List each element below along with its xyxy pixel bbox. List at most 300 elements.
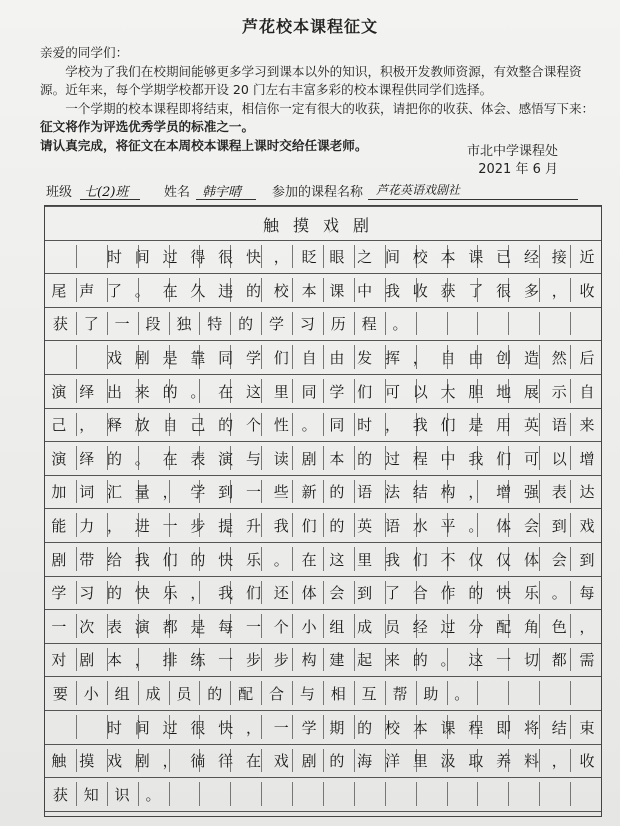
essay-line <box>45 409 601 441</box>
page-title: 芦花校本课程征文 <box>241 17 378 36</box>
essay-char: 我 <box>218 584 234 603</box>
essay-char: 我 <box>468 449 484 468</box>
essay-char: 在 <box>301 550 317 569</box>
course-label: 参加的课程名称 <box>272 185 364 200</box>
essay-char: 的 <box>106 449 122 468</box>
essay-char: 由 <box>468 348 484 367</box>
essay-char: 带 <box>79 550 95 569</box>
essay-char: 们 <box>357 382 373 401</box>
essay-char: 自 <box>440 348 456 367</box>
essay-char: 获 <box>440 281 456 300</box>
essay-char: 获 <box>52 315 68 334</box>
essay-char: 成 <box>145 684 161 703</box>
essay-char: 结 <box>412 483 428 502</box>
essay-char: 演 <box>51 382 67 401</box>
essay-char: 。 <box>134 449 150 468</box>
essay-char: 同 <box>218 348 234 367</box>
essay-char: 独 <box>176 315 192 334</box>
essay-line <box>45 543 601 575</box>
essay-char: 演 <box>218 449 234 468</box>
essay-line <box>45 610 601 642</box>
essay-char: 相 <box>330 684 346 703</box>
essay-line <box>45 442 601 474</box>
essay-char: 作 <box>440 584 456 603</box>
essay-char: 了 <box>106 281 122 300</box>
essay-char: 程 <box>412 449 428 468</box>
essay-char: 得 <box>190 248 206 267</box>
essay-char: 养 <box>496 752 512 771</box>
essay-char: 步 <box>273 651 289 670</box>
essay-char: 与 <box>245 449 261 468</box>
essay-char: 。 <box>468 516 484 535</box>
essay-empty-cell <box>45 711 73 743</box>
essay-char: 时 <box>357 416 373 435</box>
essay-char: 我 <box>384 550 400 569</box>
essay-char: 校 <box>273 281 289 300</box>
essay-char: 小 <box>301 617 317 636</box>
essay-char: 增 <box>579 449 595 468</box>
essay-line <box>45 476 601 508</box>
essay-char: ， <box>134 651 150 670</box>
essay-char: 剧 <box>51 550 67 569</box>
essay-char: ， <box>551 281 567 300</box>
essay-char: 戏 <box>273 752 289 771</box>
essay-char: 过 <box>384 449 400 468</box>
essay-char: 剧 <box>301 752 317 771</box>
essay-char: 收 <box>579 281 595 300</box>
essay-char: 剧 <box>301 449 317 468</box>
essay-char: 声 <box>79 281 95 300</box>
essay-char: 们 <box>301 516 317 535</box>
essay-char: 表 <box>551 483 567 502</box>
essay-char: 历 <box>330 315 346 334</box>
essay-char: 每 <box>579 584 595 603</box>
essay-char: 摸 <box>79 752 95 771</box>
essay-char: 。 <box>440 651 456 670</box>
name-value: 韩宇晴 <box>202 185 242 200</box>
essay-char: 收 <box>412 281 428 300</box>
essay-char: 课 <box>329 281 345 300</box>
essay-char: 学 <box>51 584 67 603</box>
essay-char: 组 <box>329 617 345 636</box>
essay-char: 在 <box>162 281 178 300</box>
essay-char: 知 <box>83 785 99 804</box>
course-value: 芦花英语戏剧社 <box>376 183 461 197</box>
essay-char: 可 <box>384 382 400 401</box>
essay-char: 法 <box>384 483 400 502</box>
essay-char: 的 <box>468 584 484 603</box>
essay-char: 创 <box>496 348 512 367</box>
essay-char: ， <box>190 584 206 603</box>
essay-empty-cell <box>45 241 73 273</box>
essay-char: 时 <box>106 718 122 737</box>
essay-char: 地 <box>496 382 512 401</box>
greeting: 亲爱的同学们： <box>40 45 129 60</box>
essay-char: ， <box>106 516 122 535</box>
notice-paragraph-3: 请认真完成，将征文在本周校本课程上课时交给任课老师。 <box>40 137 368 153</box>
essay-char: 识 <box>114 785 130 804</box>
essay-line <box>45 778 601 810</box>
essay-char: 是 <box>162 348 178 367</box>
essay-char: 过 <box>162 718 178 737</box>
essay-char: 提 <box>218 516 234 535</box>
essay-char: 小 <box>83 684 99 703</box>
essay-line <box>45 644 601 676</box>
essay-char: 示 <box>551 382 567 401</box>
essay-char: 。 <box>273 550 289 569</box>
essay-char: 进 <box>134 516 150 535</box>
essay-char: 课 <box>440 718 456 737</box>
essay-char: 排 <box>162 651 178 670</box>
date: 2021 年 6 月 <box>478 162 558 177</box>
essay-char: 帮 <box>392 684 408 703</box>
essay-title-row <box>45 208 601 240</box>
essay-line <box>45 745 601 777</box>
essay-char: 的 <box>162 382 178 401</box>
essay-char: 演 <box>134 617 150 636</box>
essay-char: 演 <box>51 449 67 468</box>
essay-char: 里 <box>357 550 373 569</box>
essay-char: 每 <box>218 617 234 636</box>
notice-paragraph-2-text: 一个学期的校本课程即将结束，相信你一定有很大的收获，请把你的收获、体会、感悟写下来： <box>65 100 595 116</box>
essay-char: 时 <box>106 248 122 267</box>
essay-char: 已 <box>496 248 512 267</box>
essay-char: 到 <box>357 584 373 603</box>
essay-char: 过 <box>162 248 178 267</box>
essay-char: 戏 <box>579 516 595 535</box>
essay-char: 会 <box>551 550 567 569</box>
essay-char: 个 <box>245 416 261 435</box>
essay-char: 的 <box>218 416 234 435</box>
essay-char: 一 <box>114 315 130 334</box>
essay-char: 释 <box>106 416 122 435</box>
essay-char: 对 <box>51 651 67 670</box>
essay-char: 到 <box>551 516 567 535</box>
essay-char: 们 <box>162 550 178 569</box>
essay-char: 我 <box>273 516 289 535</box>
essay-char: 校 <box>412 248 428 267</box>
class-label: 班级 <box>46 185 73 200</box>
essay-char: 力 <box>79 516 95 535</box>
essay-char: 。 <box>190 382 206 401</box>
essay-char: 会 <box>329 584 345 603</box>
essay-char: 一 <box>51 617 67 636</box>
essay-char: 需 <box>579 651 595 670</box>
essay-char: 组 <box>114 684 130 703</box>
essay-char: 到 <box>218 483 234 502</box>
essay-char: 我 <box>134 550 150 569</box>
essay-char: 剧 <box>79 651 95 670</box>
essay-char: 词 <box>79 483 95 502</box>
essay-char: 会 <box>523 516 539 535</box>
essay-char: 束 <box>579 718 595 737</box>
essay-char: 。 <box>134 281 150 300</box>
essay-char: 要 <box>52 684 68 703</box>
essay-char: 徜 <box>190 752 206 771</box>
essay-char: 戏 <box>106 348 122 367</box>
essay-char: 我 <box>412 416 428 435</box>
name-underline <box>196 199 256 200</box>
essay-char: 由 <box>329 348 345 367</box>
essay-char: 己 <box>190 416 206 435</box>
essay-char: 放 <box>134 416 150 435</box>
essay-char: 与 <box>299 684 315 703</box>
signature: 市北中学课程处 <box>466 144 558 159</box>
essay-char: 配 <box>238 684 254 703</box>
essay-char: 违 <box>218 281 234 300</box>
class-value: 七(2)班 <box>84 185 129 200</box>
essay-char: 的 <box>412 651 428 670</box>
essay-char: 英 <box>523 416 539 435</box>
essay-empty-cell <box>45 341 73 373</box>
essay-char: 了 <box>83 315 99 334</box>
essay-char: 在 <box>245 752 261 771</box>
notice-paragraph-2 <box>40 100 600 137</box>
essay-char: 步 <box>190 516 206 535</box>
essay-char: 一 <box>218 651 234 670</box>
essay-char: 很 <box>496 281 512 300</box>
essay-char: 结 <box>551 718 567 737</box>
essay-char: 。 <box>454 684 470 703</box>
essay-char: 快 <box>496 584 512 603</box>
essay-char: 量 <box>134 483 150 502</box>
notice-emphasis: 征文将作为评选优秀学员的标准之一。 <box>40 119 255 134</box>
essay-char: 员 <box>384 617 400 636</box>
essay-char: 乐 <box>245 550 261 569</box>
essay-char: 习 <box>299 315 315 334</box>
essay-char: 本 <box>440 248 456 267</box>
essay-char: 们 <box>273 348 289 367</box>
essay-char: 学 <box>269 315 285 334</box>
essay-char: 剧 <box>134 752 150 771</box>
essay-empty-cell <box>73 341 101 373</box>
essay-char: ， <box>162 752 178 771</box>
essay-char: 一 <box>245 617 261 636</box>
essay-char: 。 <box>301 416 317 435</box>
essay-char: 以 <box>412 382 428 401</box>
essay-char: 眨 <box>301 248 317 267</box>
essay-char: ， <box>273 248 289 267</box>
grid-hline <box>45 206 601 207</box>
essay-line <box>45 308 601 340</box>
essay-empty-cell <box>73 711 101 743</box>
essay-char: 的 <box>190 550 206 569</box>
essay-char: 徉 <box>218 752 234 771</box>
essay-char: 触 <box>51 752 67 771</box>
essay-char: 学 <box>190 483 206 502</box>
essay-char: 用 <box>496 416 512 435</box>
essay-char: 然 <box>551 348 567 367</box>
essay-char: 。 <box>145 785 161 804</box>
essay-char: 这 <box>245 382 261 401</box>
essay-char: 色 <box>551 617 567 636</box>
essay-char: 料 <box>523 752 539 771</box>
essay-char: 以 <box>551 449 567 468</box>
essay-line <box>45 711 601 743</box>
essay-char: 角 <box>523 617 539 636</box>
essay-char: 们 <box>245 584 261 603</box>
essay-char: 语 <box>384 516 400 535</box>
essay-char: 间 <box>134 718 150 737</box>
essay-char: 程 <box>468 718 484 737</box>
essay-char: 分 <box>468 617 484 636</box>
essay-char: 表 <box>106 617 122 636</box>
essay-char: 仅 <box>468 550 484 569</box>
essay-char: 员 <box>176 684 192 703</box>
essay-char: 步 <box>245 651 261 670</box>
essay-char: 学 <box>245 348 261 367</box>
essay-char: 快 <box>218 718 234 737</box>
essay-char: ， <box>162 483 178 502</box>
essay-char: 互 <box>361 684 377 703</box>
essay-char: 到 <box>579 550 595 569</box>
essay-char: 接 <box>551 248 567 267</box>
essay-char: 的 <box>207 684 223 703</box>
essay-char: 中 <box>440 449 456 468</box>
essay-char: 出 <box>106 382 122 401</box>
essay-char: 期 <box>329 718 345 737</box>
essay-line <box>45 577 601 609</box>
essay-char: 自 <box>579 382 595 401</box>
course-underline <box>368 199 578 200</box>
essay-char: 的 <box>329 516 345 535</box>
essay-grid <box>44 205 602 817</box>
grid-hline <box>45 811 601 812</box>
essay-char: 练 <box>190 651 206 670</box>
essay-char: 后 <box>579 348 595 367</box>
essay-char: 获 <box>52 785 68 804</box>
essay-char: 快 <box>134 584 150 603</box>
class-underline <box>80 199 140 200</box>
name-label: 姓名 <box>164 185 191 200</box>
essay-char: 绎 <box>79 449 95 468</box>
essay-char: 读 <box>273 449 289 468</box>
essay-char: 性 <box>273 416 289 435</box>
essay-char: 的 <box>238 315 254 334</box>
essay-char: 升 <box>245 516 261 535</box>
essay-char: 特 <box>207 315 223 334</box>
essay-char: 建 <box>329 651 345 670</box>
essay-char: 的 <box>357 449 373 468</box>
essay-char: 来 <box>134 382 150 401</box>
essay-char: 同 <box>329 416 345 435</box>
essay-char: 本 <box>329 449 345 468</box>
essay-char: 语 <box>357 483 373 502</box>
essay-char: 们 <box>496 449 512 468</box>
essay-char: 间 <box>134 248 150 267</box>
essay-char: 乐 <box>523 584 539 603</box>
essay-char: 能 <box>51 516 67 535</box>
essay-char: 新 <box>301 483 317 502</box>
essay-char: 体 <box>496 516 512 535</box>
essay-char: 取 <box>468 752 484 771</box>
essay-char: 同 <box>301 382 317 401</box>
essay-char: 习 <box>79 584 95 603</box>
essay-char: 本 <box>412 718 428 737</box>
essay-char: 这 <box>329 550 345 569</box>
essay-char: 的 <box>329 752 345 771</box>
essay-char: 展 <box>523 382 539 401</box>
essay-char: 剧 <box>134 348 150 367</box>
essay-char: 一 <box>273 718 289 737</box>
essay-char: 还 <box>273 584 289 603</box>
essay-char: 乐 <box>162 584 178 603</box>
form-row <box>46 179 586 201</box>
essay-char: 经 <box>523 248 539 267</box>
essay-title: 触摸戏剧 <box>262 215 383 235</box>
essay-char: 我 <box>384 281 400 300</box>
essay-char: 本 <box>106 651 122 670</box>
notice-text <box>40 44 600 155</box>
essay-char: 。 <box>392 315 408 334</box>
essay-char: 平 <box>440 516 456 535</box>
essay-char: 自 <box>162 416 178 435</box>
essay-char: 加 <box>51 483 67 502</box>
essay-char: 达 <box>579 483 595 502</box>
essay-char: 表 <box>190 449 206 468</box>
essay-char: 很 <box>218 248 234 267</box>
essay-char: 这 <box>468 651 484 670</box>
essay-char: 课 <box>468 248 484 267</box>
essay-char: ， <box>468 483 484 502</box>
essay-line <box>45 241 601 273</box>
essay-char: 助 <box>423 684 439 703</box>
essay-char: 快 <box>245 248 261 267</box>
essay-char: 了 <box>468 281 484 300</box>
essay-char: 来 <box>384 651 400 670</box>
essay-char: 合 <box>269 684 285 703</box>
essay-char: 学 <box>329 382 345 401</box>
essay-char: 间 <box>384 248 400 267</box>
essay-char: 眼 <box>329 248 345 267</box>
essay-char: ， <box>79 416 95 435</box>
essay-char: 里 <box>273 382 289 401</box>
essay-char: 体 <box>523 550 539 569</box>
essay-char: 一 <box>245 483 261 502</box>
essay-char: 己 <box>51 416 67 435</box>
essay-char: 绎 <box>79 382 95 401</box>
essay-empty-cell <box>73 241 101 273</box>
essay-char: 都 <box>551 651 567 670</box>
essay-char: 都 <box>162 617 178 636</box>
essay-line <box>45 677 601 709</box>
essay-char: ， <box>384 416 400 435</box>
essay-char: 很 <box>190 718 206 737</box>
essay-char: 挥 <box>384 348 400 367</box>
essay-char: 多 <box>523 281 539 300</box>
essay-char: 过 <box>440 617 456 636</box>
essay-char: 英 <box>357 516 373 535</box>
essay-char: 语 <box>551 416 567 435</box>
essay-char: 在 <box>218 382 234 401</box>
essay-char: 是 <box>468 416 484 435</box>
essay-char: ， <box>245 718 261 737</box>
essay-char: 靠 <box>190 348 206 367</box>
essay-char: 胆 <box>468 382 484 401</box>
essay-char: 强 <box>523 483 539 502</box>
essay-char: 们 <box>440 416 456 435</box>
essay-char: 海 <box>357 752 373 771</box>
essay-char: 们 <box>412 550 428 569</box>
essay-char: 一 <box>162 516 178 535</box>
essay-char: 在 <box>162 449 178 468</box>
essay-char: 是 <box>190 617 206 636</box>
essay-line <box>45 274 601 306</box>
essay-char: 学 <box>301 718 317 737</box>
essay-char: 来 <box>579 416 595 435</box>
essay-char: ， <box>551 752 567 771</box>
essay-char: 程 <box>361 315 377 334</box>
